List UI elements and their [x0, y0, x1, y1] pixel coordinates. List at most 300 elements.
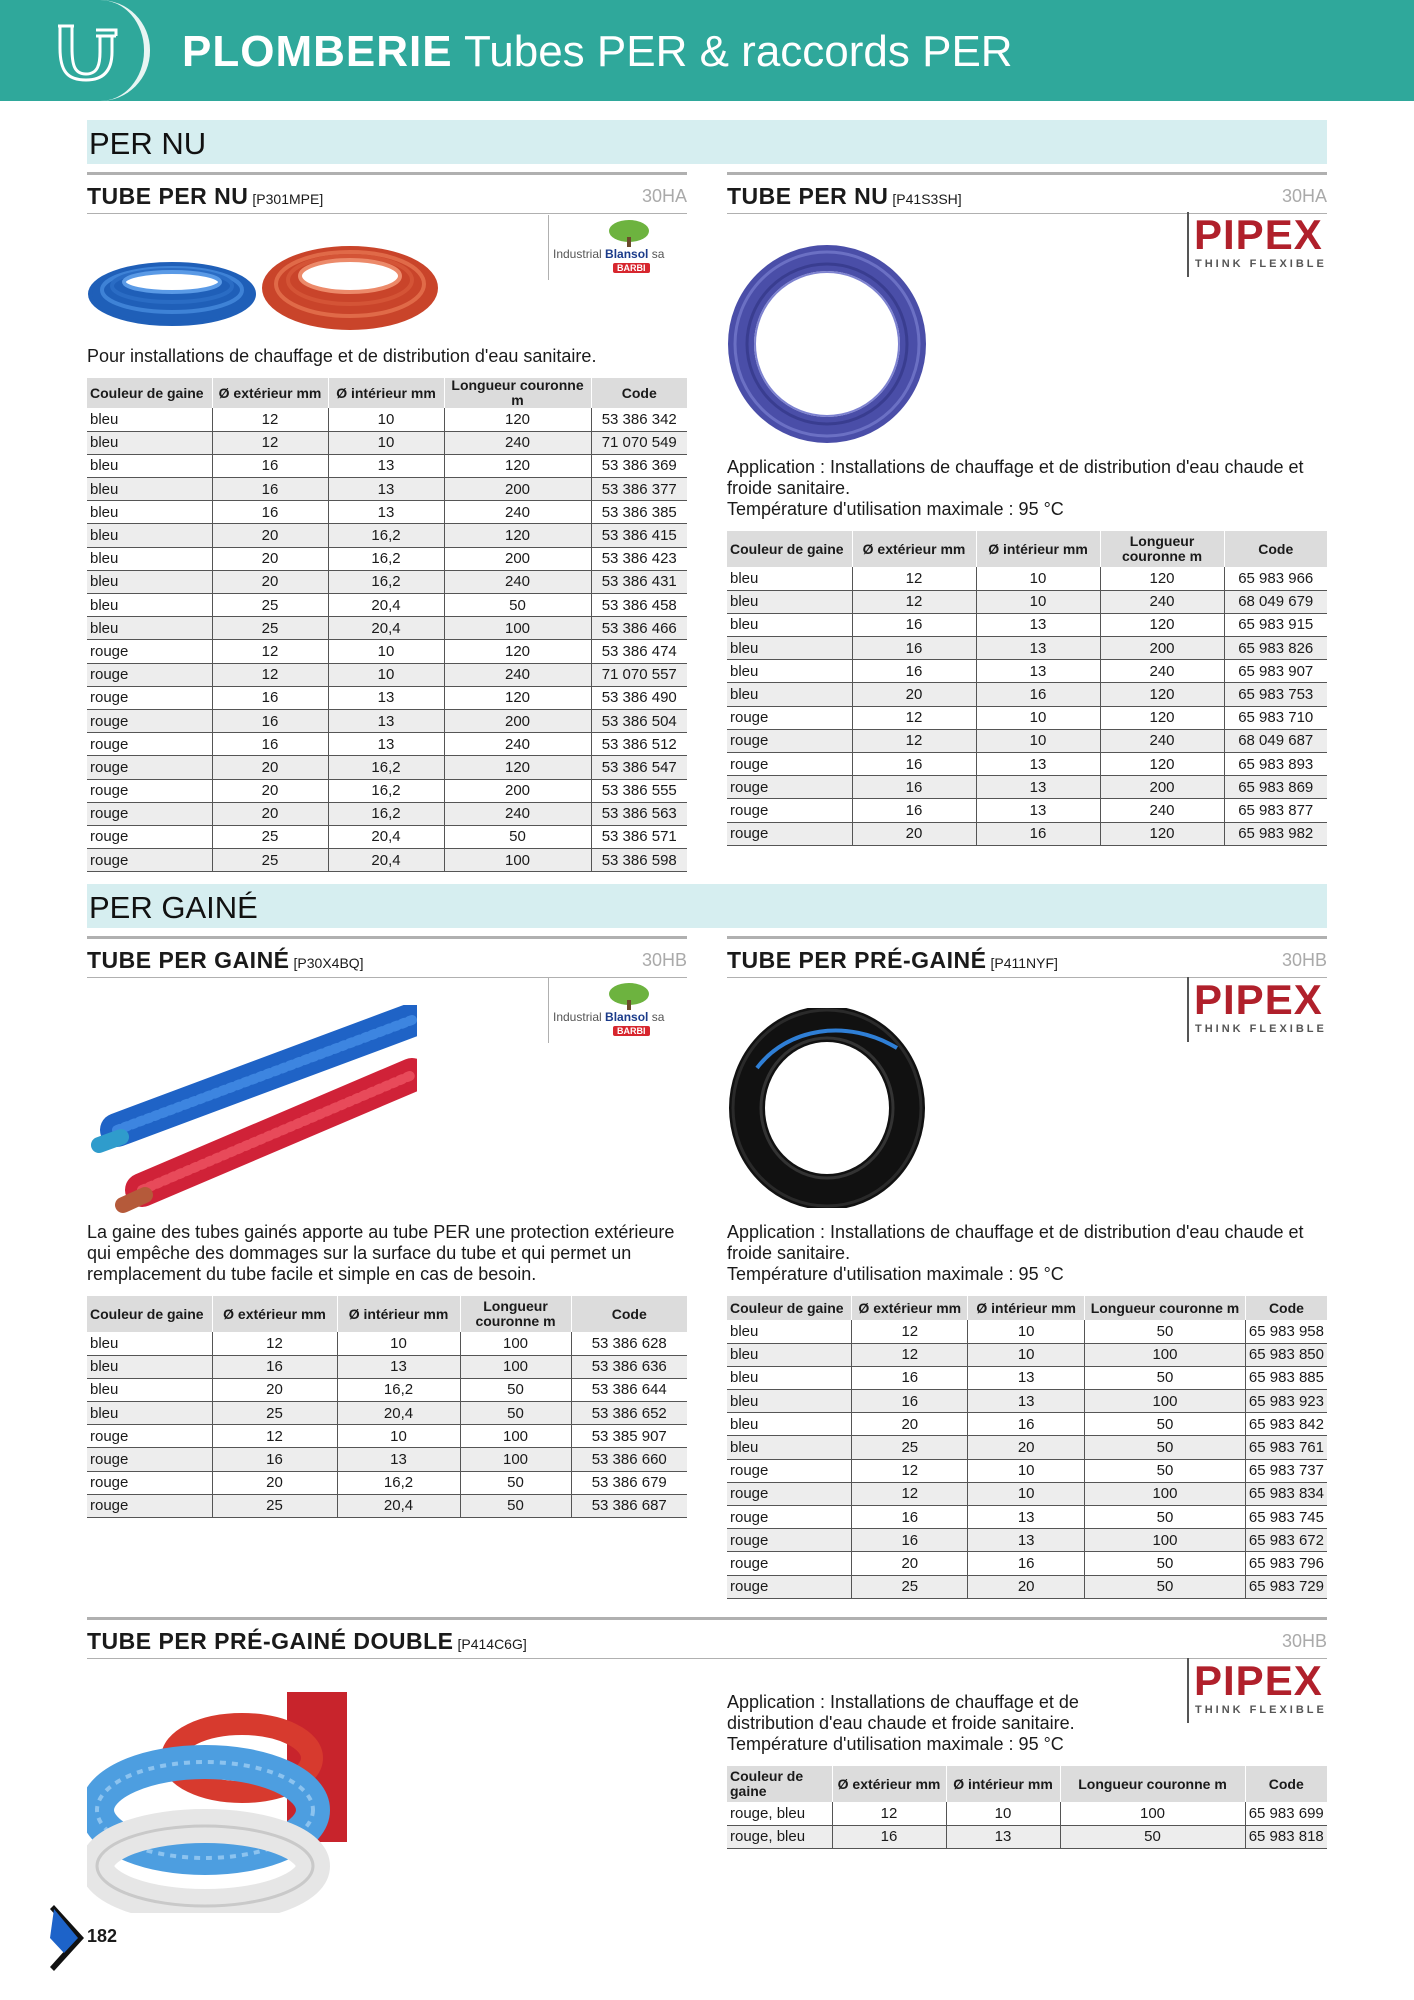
- table-cell: 12: [212, 640, 328, 663]
- table-row: [727, 753, 1327, 776]
- table-cell: rouge: [87, 640, 212, 663]
- table-cell: 16: [212, 686, 328, 709]
- table-cell: 65 983 818: [1245, 1825, 1327, 1848]
- page-category: PLOMBERIE: [182, 27, 453, 76]
- table-row: [87, 454, 687, 477]
- table-row: [87, 617, 687, 640]
- table-cell: 53 386 431: [591, 570, 687, 593]
- table-cell: bleu: [727, 1413, 852, 1436]
- table-cell: 53 385 907: [571, 1425, 687, 1448]
- table-cell: bleu: [87, 454, 212, 477]
- table-cell: 13: [328, 709, 444, 732]
- table-cell: bleu: [727, 660, 852, 683]
- table-row: [727, 1825, 1327, 1848]
- table-cell: 53 386 644: [571, 1378, 687, 1401]
- table-cell: rouge: [727, 1459, 852, 1482]
- page-subtitle: Tubes PER & raccords PER: [464, 27, 1013, 76]
- table-cell: 10: [337, 1332, 460, 1355]
- table-cell: 16,2: [328, 547, 444, 570]
- table-cell: 16: [852, 613, 976, 636]
- product-header-tube-per-gaine: [87, 936, 687, 978]
- table-cell: 65 983 699: [1245, 1802, 1327, 1825]
- tube-per-pre-gaine-double-coils-image: [87, 1688, 352, 1913]
- column-header: Couleur de gaine: [87, 1296, 212, 1332]
- table-cell: 20,4: [328, 617, 444, 640]
- product-application: Application : Installations de chauffage et de distribution d'eau chaude et froide sanitaire.: [727, 1692, 1079, 1733]
- table-cell: rouge: [87, 1471, 212, 1494]
- table-cell: 65 983 826: [1224, 637, 1327, 660]
- table-cell: bleu: [87, 547, 212, 570]
- column-header: Code: [1245, 1766, 1327, 1802]
- table-cell: 100: [460, 1355, 571, 1378]
- table-row: [87, 640, 687, 663]
- table-row: [87, 431, 687, 454]
- table-cell: 16,2: [328, 756, 444, 779]
- table-cell: 65 983 982: [1224, 822, 1327, 845]
- table-cell: 65 983 885: [1245, 1366, 1327, 1389]
- table-row: [87, 1355, 687, 1378]
- table-cell: bleu: [727, 590, 852, 613]
- table-cell: 50: [1060, 1825, 1245, 1848]
- table-cell: 20: [212, 1378, 337, 1401]
- table-cell: rouge: [87, 1494, 212, 1517]
- table-row: [727, 1529, 1327, 1552]
- table-cell: 50: [1085, 1366, 1246, 1389]
- table-cell: 68 049 679: [1224, 590, 1327, 613]
- table-cell: 68 049 687: [1224, 729, 1327, 752]
- product-header-tube-per-pre-gaine-double: [87, 1617, 1327, 1659]
- table-cell: 16,2: [328, 570, 444, 593]
- section-title: PER GAINÉ: [89, 890, 258, 925]
- table-cell: 200: [444, 779, 591, 802]
- table-cell: 12: [852, 567, 976, 590]
- page-chevron-icon: [50, 1905, 84, 1971]
- tree-icon: [607, 219, 651, 247]
- table-cell: 13: [976, 660, 1100, 683]
- table-cell: 20: [852, 1413, 968, 1436]
- table-row: [87, 570, 687, 593]
- table-cell: 53 386 679: [571, 1471, 687, 1494]
- table-cell: 65 983 893: [1224, 753, 1327, 776]
- table-cell: 16: [852, 753, 976, 776]
- tree-icon: [607, 982, 651, 1010]
- table-cell: 16: [832, 1825, 946, 1848]
- product-application: Application : Installations de chauffage et de distribution d'eau chaude et froide sanitaire.: [727, 457, 1304, 498]
- table-cell: rouge: [87, 779, 212, 802]
- table-cell: 16: [852, 660, 976, 683]
- table-cell: 12: [212, 663, 328, 686]
- tube-per-nu-blue-coil-image: [727, 244, 927, 444]
- header-banner: [0, 0, 1414, 101]
- column-header: Code: [1245, 1296, 1327, 1320]
- table-cell: 20: [852, 1552, 968, 1575]
- table-cell: 25: [852, 1436, 968, 1459]
- product-code: 30HA: [641, 186, 687, 206]
- table-cell: 65 983 745: [1245, 1506, 1327, 1529]
- column-header: Ø intérieur mm: [328, 378, 444, 408]
- table-row: [727, 567, 1327, 590]
- table-row: [87, 1378, 687, 1401]
- table-cell: 200: [444, 709, 591, 732]
- page-number: 182: [87, 1926, 118, 1946]
- table-row: [727, 660, 1327, 683]
- table-cell: 53 386 504: [591, 709, 687, 732]
- table-cell: 20: [212, 802, 328, 825]
- table-cell: 10: [968, 1343, 1085, 1366]
- pipe-icon: [52, 22, 118, 82]
- table-cell: 65 983 850: [1245, 1343, 1327, 1366]
- table-row: [727, 590, 1327, 613]
- table-cell: 20: [212, 779, 328, 802]
- table-cell: rouge: [727, 776, 852, 799]
- table-cell: 50: [1085, 1320, 1246, 1343]
- product-code: 30HB: [1281, 950, 1327, 970]
- table-cell: 16: [976, 822, 1100, 845]
- table-row: [727, 1366, 1327, 1389]
- table-cell: bleu: [727, 637, 852, 660]
- table-cell: rouge, bleu: [727, 1802, 832, 1825]
- table-cell: 240: [444, 733, 591, 756]
- table-row: [87, 408, 687, 431]
- table-cell: rouge: [727, 753, 852, 776]
- table-cell: 25: [212, 825, 328, 848]
- table-cell: 20: [212, 1471, 337, 1494]
- table-cell: 16: [212, 501, 328, 524]
- table-cell: 100: [460, 1448, 571, 1471]
- table-row: [727, 1459, 1327, 1482]
- table-cell: rouge: [87, 709, 212, 732]
- column-header: Longueur couronne m: [1085, 1296, 1246, 1320]
- table-cell: 13: [976, 637, 1100, 660]
- table-cell: 13: [968, 1529, 1085, 1552]
- table-row: [727, 1482, 1327, 1505]
- table-cell: 25: [212, 849, 328, 872]
- table-cell: 100: [460, 1425, 571, 1448]
- table-row: [87, 1448, 687, 1471]
- table-row: [727, 1320, 1327, 1343]
- table-row: [727, 683, 1327, 706]
- table-cell: 10: [328, 640, 444, 663]
- table-cell: 120: [1100, 753, 1224, 776]
- table-cell: bleu: [87, 431, 212, 454]
- table-cell: 53 386 342: [591, 408, 687, 431]
- table-cell: 16: [212, 478, 328, 501]
- table-cell: 25: [212, 594, 328, 617]
- column-header: Longueur couronne m: [444, 378, 591, 408]
- table-row: [727, 822, 1327, 845]
- column-header: Ø intérieur mm: [946, 1766, 1060, 1802]
- table-cell: 13: [968, 1390, 1085, 1413]
- table-cell: rouge: [87, 1425, 212, 1448]
- table-cell: 50: [460, 1494, 571, 1517]
- table-cell: 20: [212, 756, 328, 779]
- table-cell: 50: [444, 825, 591, 848]
- table-row: [87, 663, 687, 686]
- product-name: TUBE PER NU [P41S3SH]: [727, 183, 962, 209]
- table-cell: 13: [946, 1825, 1060, 1848]
- column-header: Ø extérieur mm: [212, 378, 328, 408]
- table-cell: 53 386 598: [591, 849, 687, 872]
- table-cell: 16: [852, 637, 976, 660]
- table-cell: 20,4: [337, 1494, 460, 1517]
- table-cell: 53 386 369: [591, 454, 687, 477]
- table-cell: bleu: [87, 1402, 212, 1425]
- table-cell: 65 983 842: [1245, 1413, 1327, 1436]
- table-cell: 12: [852, 706, 976, 729]
- table-cell: 16: [976, 683, 1100, 706]
- spec-table-tube-per-pre-gaine-double: [727, 1766, 1327, 1849]
- table-cell: 65 983 966: [1224, 567, 1327, 590]
- table-cell: 100: [1085, 1390, 1246, 1413]
- table-cell: bleu: [727, 1366, 852, 1389]
- product-header-tube-per-nu-1: [87, 172, 687, 214]
- table-cell: bleu: [727, 613, 852, 636]
- table-cell: 200: [444, 547, 591, 570]
- table-cell: bleu: [87, 1378, 212, 1401]
- product-description: Pour installations de chauffage et de distribution d'eau sanitaire.: [87, 346, 597, 366]
- table-cell: 10: [976, 706, 1100, 729]
- table-cell: 240: [444, 570, 591, 593]
- table-cell: 53 386 490: [591, 686, 687, 709]
- table-cell: 240: [1100, 729, 1224, 752]
- plumbing-icon-box: [0, 0, 150, 101]
- table-cell: 65 983 672: [1245, 1529, 1327, 1552]
- product-description: La gaine des tubes gainés apporte au tube PER une protection extérieure qui empêche des dommages sur la surface du tube et qui permet un remplacement du tube facile et simple en cas de besoin.: [87, 1222, 675, 1284]
- table-cell: 12: [832, 1802, 946, 1825]
- table-cell: 16: [852, 799, 976, 822]
- table-cell: 13: [328, 454, 444, 477]
- tube-per-gaine-image: [87, 1005, 417, 1215]
- table-cell: 240: [1100, 799, 1224, 822]
- table-cell: 16: [212, 1448, 337, 1471]
- product-ref: [P414C6G]: [457, 1636, 527, 1652]
- table-cell: 53 386 571: [591, 825, 687, 848]
- table-cell: 120: [444, 756, 591, 779]
- product-header-tube-per-pre-gaine: [727, 936, 1327, 978]
- table-cell: 120: [444, 454, 591, 477]
- table-cell: 240: [1100, 590, 1224, 613]
- table-cell: 25: [212, 1494, 337, 1517]
- table-row: [87, 501, 687, 524]
- table-cell: bleu: [727, 1343, 852, 1366]
- table-cell: 53 386 687: [571, 1494, 687, 1517]
- table-cell: 16: [212, 1355, 337, 1378]
- table-cell: 100: [1085, 1529, 1246, 1552]
- table-row: [87, 1425, 687, 1448]
- table-row: [727, 776, 1327, 799]
- table-cell: 53 386 458: [591, 594, 687, 617]
- product-ref: [P411NYF]: [990, 955, 1058, 971]
- table-cell: 100: [1085, 1343, 1246, 1366]
- blansol-logo: Industrial Blansol sa BARBI: [548, 215, 688, 280]
- table-cell: 53 386 415: [591, 524, 687, 547]
- spec-table-tube-per-pre-gaine: [727, 1296, 1327, 1599]
- table-cell: 13: [328, 686, 444, 709]
- table-cell: 200: [1100, 776, 1224, 799]
- table-cell: 20: [968, 1436, 1085, 1459]
- table-cell: 13: [328, 733, 444, 756]
- table-cell: 50: [1085, 1575, 1246, 1598]
- table-cell: 13: [976, 799, 1100, 822]
- spec-table-tube-per-nu-2: [727, 531, 1327, 846]
- table-cell: 100: [460, 1332, 571, 1355]
- table-row: [727, 706, 1327, 729]
- table-cell: rouge: [727, 799, 852, 822]
- table-cell: 10: [976, 590, 1100, 613]
- table-cell: 13: [968, 1506, 1085, 1529]
- table-cell: 10: [976, 729, 1100, 752]
- table-row: [87, 756, 687, 779]
- table-cell: 25: [212, 617, 328, 640]
- table-cell: bleu: [727, 567, 852, 590]
- page-title: [182, 26, 1013, 78]
- table-row: [87, 594, 687, 617]
- table-cell: 120: [1100, 613, 1224, 636]
- table-cell: 240: [444, 802, 591, 825]
- table-cell: 120: [1100, 706, 1224, 729]
- product-temperature: Température d'utilisation maximale : 95 °C: [727, 1734, 1064, 1754]
- table-cell: 53 386 423: [591, 547, 687, 570]
- table-cell: 20: [968, 1575, 1085, 1598]
- table-cell: rouge: [87, 663, 212, 686]
- tube-per-nu-coils-image: [87, 236, 447, 336]
- table-cell: 240: [444, 501, 591, 524]
- pipex-logo: PIPEX THINK FLEXIBLE: [1187, 212, 1327, 277]
- table-cell: bleu: [87, 1332, 212, 1355]
- table-cell: 71 070 549: [591, 431, 687, 454]
- table-cell: rouge: [727, 1552, 852, 1575]
- section-per-nu: [87, 120, 1327, 164]
- column-header: Couleur de gaine: [87, 378, 212, 408]
- product-temperature: Température d'utilisation maximale : 95 °C: [727, 1264, 1064, 1284]
- table-cell: 13: [337, 1448, 460, 1471]
- pipex-logo: PIPEX THINK FLEXIBLE: [1187, 1658, 1327, 1723]
- table-cell: 100: [1085, 1482, 1246, 1505]
- table-row: [727, 1343, 1327, 1366]
- column-header: Code: [571, 1296, 687, 1332]
- table-cell: 53 386 652: [571, 1402, 687, 1425]
- table-cell: 12: [852, 1343, 968, 1366]
- table-cell: 100: [444, 617, 591, 640]
- table-cell: 240: [444, 663, 591, 686]
- table-cell: 16: [212, 733, 328, 756]
- product-name: TUBE PER PRÉ-GAINÉ DOUBLE [P414C6G]: [87, 1628, 527, 1654]
- table-cell: 120: [1100, 683, 1224, 706]
- table-cell: 12: [212, 431, 328, 454]
- table-cell: bleu: [727, 1436, 852, 1459]
- table-cell: 20: [852, 822, 976, 845]
- table-cell: 65 983 958: [1245, 1320, 1327, 1343]
- table-row: [87, 686, 687, 709]
- table-cell: 20: [212, 547, 328, 570]
- table-cell: 50: [444, 594, 591, 617]
- column-header: Longueur couronne m: [1100, 531, 1224, 567]
- table-cell: 16,2: [337, 1471, 460, 1494]
- table-cell: 120: [1100, 822, 1224, 845]
- table-cell: 16,2: [328, 524, 444, 547]
- column-header: Code: [591, 378, 687, 408]
- table-cell: 120: [444, 408, 591, 431]
- product-ref: [P301MPE]: [252, 191, 324, 207]
- table-cell: 12: [852, 729, 976, 752]
- table-cell: 120: [1100, 567, 1224, 590]
- product-name: TUBE PER PRÉ-GAINÉ [P411NYF]: [727, 947, 1058, 973]
- table-cell: rouge: [727, 1575, 852, 1598]
- table-cell: 12: [212, 408, 328, 431]
- table-row: [87, 733, 687, 756]
- table-cell: 10: [328, 431, 444, 454]
- table-cell: 16: [852, 776, 976, 799]
- table-cell: rouge: [727, 1529, 852, 1552]
- column-header: Couleur de gaine: [727, 1766, 832, 1802]
- table-row: [727, 799, 1327, 822]
- table-cell: 100: [444, 849, 591, 872]
- product-code: 30HB: [1281, 1631, 1327, 1651]
- table-cell: bleu: [87, 1355, 212, 1378]
- table-cell: 10: [328, 408, 444, 431]
- column-header: Ø extérieur mm: [832, 1766, 946, 1802]
- table-cell: 12: [852, 590, 976, 613]
- table-cell: 16: [968, 1552, 1085, 1575]
- table-cell: 13: [328, 478, 444, 501]
- table-cell: 65 983 796: [1245, 1552, 1327, 1575]
- product-name: TUBE PER NU [P301MPE]: [87, 183, 324, 209]
- table-cell: 53 386 628: [571, 1332, 687, 1355]
- table-cell: 120: [444, 686, 591, 709]
- table-cell: 20: [852, 683, 976, 706]
- table-cell: 53 386 377: [591, 478, 687, 501]
- table-row: [727, 729, 1327, 752]
- table-cell: 20,4: [328, 594, 444, 617]
- table-cell: 120: [444, 524, 591, 547]
- table-cell: 65 983 923: [1245, 1390, 1327, 1413]
- table-cell: 53 386 547: [591, 756, 687, 779]
- table-cell: 65 983 877: [1224, 799, 1327, 822]
- table-cell: 12: [212, 1332, 337, 1355]
- table-cell: 25: [852, 1575, 968, 1598]
- product-application: Application : Installations de chauffage et de distribution d'eau chaude et froide sanitaire.: [727, 1222, 1304, 1263]
- table-cell: 50: [460, 1378, 571, 1401]
- table-cell: 16: [852, 1390, 968, 1413]
- table-cell: 65 983 869: [1224, 776, 1327, 799]
- table-row: [727, 1802, 1327, 1825]
- table-cell: 53 386 563: [591, 802, 687, 825]
- table-cell: rouge, bleu: [727, 1825, 832, 1848]
- table-cell: 65 983 907: [1224, 660, 1327, 683]
- table-cell: 10: [968, 1482, 1085, 1505]
- table-cell: 240: [444, 431, 591, 454]
- table-cell: bleu: [727, 683, 852, 706]
- column-header: Code: [1224, 531, 1327, 567]
- table-cell: 13: [328, 501, 444, 524]
- table-cell: 13: [976, 613, 1100, 636]
- table-row: [727, 1436, 1327, 1459]
- table-cell: bleu: [87, 617, 212, 640]
- pipex-logo: PIPEX THINK FLEXIBLE: [1187, 977, 1327, 1042]
- table-cell: 12: [852, 1482, 968, 1505]
- column-header: Longueur couronne m: [460, 1296, 571, 1332]
- table-row: [87, 779, 687, 802]
- table-cell: 16,2: [337, 1378, 460, 1401]
- table-cell: 20,4: [328, 825, 444, 848]
- table-cell: bleu: [727, 1320, 852, 1343]
- table-cell: 53 386 555: [591, 779, 687, 802]
- product-code: 30HA: [1281, 186, 1327, 206]
- section-title: PER NU: [89, 126, 207, 161]
- table-cell: rouge: [87, 849, 212, 872]
- table-cell: 13: [976, 753, 1100, 776]
- table-cell: 12: [212, 1425, 337, 1448]
